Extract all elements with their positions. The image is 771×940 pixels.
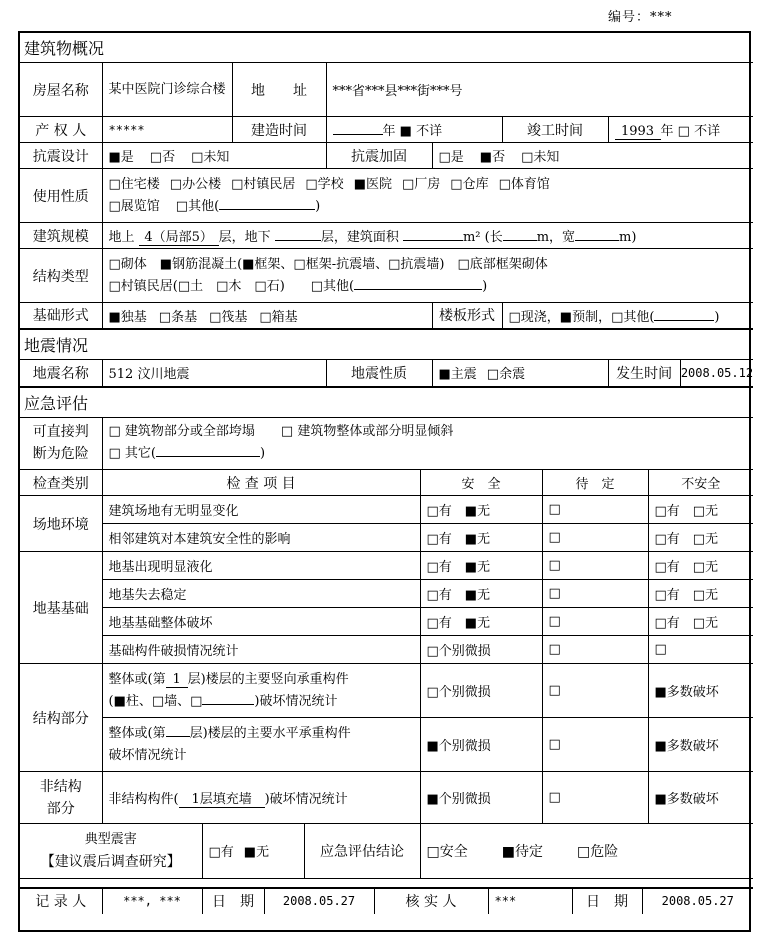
slab-other-blank <box>654 320 714 321</box>
quake-name-label: 地震名称 <box>20 359 102 387</box>
struct-row1-blank <box>202 704 254 705</box>
overview-table <box>20 33 753 418</box>
quake-section-title: 地震情况 <box>20 329 753 360</box>
struct-row1-text-d: )破坏情况统计 <box>254 693 338 709</box>
header-category: 检查类别 <box>20 470 102 496</box>
struct-row1-text-b: 层)楼层的主要竖向承重构件 <box>187 671 349 687</box>
seismic-design-options <box>102 143 326 169</box>
scale-above-unit: 层，地下 <box>218 229 271 245</box>
unsafe-cell: □有 □无 <box>648 552 753 580</box>
seismic-option: □否 <box>149 150 176 165</box>
safe-cell: ■个别微损 <box>420 772 542 824</box>
typical-damage-line1: 典型震害 <box>84 831 137 847</box>
check-item: 基础构件破损情况统计 <box>102 636 420 664</box>
category-foundation: 地基基础 <box>20 552 102 664</box>
usage-options <box>102 169 753 223</box>
typical-damage-option: ■无 <box>243 845 270 861</box>
foundation-label: 基础形式 <box>20 303 102 329</box>
completed-year-unit: 年 <box>660 123 674 139</box>
slab-options <box>502 303 753 329</box>
struct-row1-text-a: 整体或(第 <box>108 671 166 687</box>
usage-option: □学校 <box>305 176 344 192</box>
structure-type-line2: □村镇民居(□土 □木 □石) □其他( <box>108 278 355 294</box>
scale-length <box>503 240 537 241</box>
typical-damage-line2: 【建议震后调查研究】 <box>40 853 181 870</box>
quake-time-cell <box>608 359 753 387</box>
pending-cell: □ <box>542 524 648 552</box>
completed-unknown-text: 不详 <box>694 123 721 139</box>
direct-danger-option: □ 建筑物整体或部分明显倾斜 <box>280 424 454 440</box>
unsafe-cell: □ <box>648 636 753 664</box>
struct-row2-floor <box>166 736 190 737</box>
owner-value: ***** <box>102 117 232 143</box>
pending-cell: □ <box>542 608 648 636</box>
safe-cell: ■个别微损 <box>420 718 542 772</box>
foundation-option: □箱基 <box>259 309 298 325</box>
assessment-table <box>20 418 753 825</box>
structure-other-blank <box>354 289 482 290</box>
header-pending: 待 定 <box>542 470 648 496</box>
direct-danger-label <box>20 418 102 470</box>
structure-other-close: ) <box>482 278 488 294</box>
conclusion-option: ■待定 <box>501 843 543 860</box>
pending-cell: □ <box>542 636 648 664</box>
scale-length-unit: m，宽 <box>536 229 576 245</box>
nonstruct-text-a: 非结构构件( <box>108 791 179 807</box>
pending-cell: □ <box>542 580 648 608</box>
structure-type-label: 结构类型 <box>20 249 102 303</box>
usage-option: □住宅楼 <box>108 176 160 192</box>
unsafe-cell: □有 □无 <box>648 580 753 608</box>
struct-row1-text-c: (■柱、□墙、□ <box>108 693 203 709</box>
built-time-value <box>326 117 502 143</box>
completed-unknown-box: □ <box>677 123 690 139</box>
header-item: 检 查 项 目 <box>102 470 420 496</box>
nonstruct-label-line2: 部分 <box>46 800 75 817</box>
scale-area-unit: m² (长 <box>462 229 503 245</box>
built-unknown-box: ■ <box>399 124 412 139</box>
unsafe-cell: □有 □无 <box>648 524 753 552</box>
usage-option: ■医院 <box>353 176 392 192</box>
structure-vertical-item <box>102 664 420 718</box>
slab-close: ) <box>714 309 720 325</box>
safe-cell: □有 ■无 <box>420 552 542 580</box>
usage-option: □村镇民居 <box>231 176 296 192</box>
address-label: 地 址 <box>232 63 326 117</box>
struct-row1-floor: 1 <box>166 673 188 688</box>
usage-option: □办公楼 <box>169 176 222 192</box>
name-label: 房屋名称 <box>20 63 102 117</box>
struct-row2-text-b: 层)楼层的主要水平承重构件 <box>189 725 351 741</box>
usage-other-open: □其他( <box>175 198 220 214</box>
usage-option: □厂房 <box>401 176 441 192</box>
direct-danger-other: □ 其它( <box>108 446 156 462</box>
assessment-form <box>18 31 754 932</box>
check-item: 地基基础整体破坏 <box>102 608 420 636</box>
foundation-option: ■独基 <box>108 309 147 325</box>
quake-nature-options <box>432 359 608 387</box>
direct-danger-label-line2: 断为危险 <box>32 446 89 463</box>
record-date-value: 2008.05.27 <box>264 888 374 914</box>
built-year-blank <box>333 134 383 135</box>
completed-year: 1993 <box>615 125 661 140</box>
conclusion-option: □安全 <box>426 843 468 860</box>
built-year-unit: 年 <box>382 124 396 139</box>
structure-horizontal-item <box>102 718 420 772</box>
conclusion-option: □危险 <box>576 843 619 860</box>
check-item: 地基失去稳定 <box>102 580 420 608</box>
scale-below-floors <box>275 240 321 241</box>
header-unsafe: 不安全 <box>648 470 753 496</box>
usage-other-blank <box>219 209 315 210</box>
unsafe-cell: □有 □无 <box>648 496 753 524</box>
usage-option: □体育馆 <box>498 176 550 192</box>
serial-number: 编号：*** <box>608 10 673 25</box>
scale-below-unit: 层，建筑面积 <box>320 229 399 245</box>
scale-label: 建筑规模 <box>20 223 102 249</box>
built-unknown-text: 不详 <box>416 124 443 139</box>
conclusion-options <box>420 824 753 878</box>
check-item: 相邻建筑对本建筑安全性的影响 <box>102 524 420 552</box>
safe-cell: □有 ■无 <box>420 608 542 636</box>
usage-option: □仓库 <box>450 176 489 192</box>
foundation-option: □筏基 <box>209 309 248 325</box>
built-time-label: 建造时间 <box>232 117 326 143</box>
slab-label: 楼板形式 <box>432 303 502 329</box>
seismic-option: □未知 <box>191 150 230 165</box>
unsafe-cell: ■多数破坏 <box>648 664 753 718</box>
pending-cell: □ <box>542 664 648 718</box>
safe-cell: □有 ■无 <box>420 580 542 608</box>
safe-cell: □有 ■无 <box>420 496 542 524</box>
direct-danger-other-close: ) <box>260 446 266 462</box>
pending-cell: □ <box>542 718 648 772</box>
usage-label: 使用性质 <box>20 169 102 223</box>
completed-time-label: 竣工时间 <box>502 117 608 143</box>
safe-cell: □有 ■无 <box>420 524 542 552</box>
structure-type-line1: □砌体 ■钢筋混凝土(■框架、□框架-抗震墙、□抗震墙) □底部框架砌体 <box>108 256 548 272</box>
verify-date-value: 2008.05.27 <box>642 888 753 914</box>
direct-danger-other-blank <box>156 456 260 457</box>
retrofit-option: □是 <box>438 150 464 165</box>
nonstruct-component: 1层填充墙 <box>179 793 265 808</box>
check-item: 建筑场地有无明显变化 <box>102 496 420 524</box>
scale-above-text: 地上 <box>108 229 135 245</box>
pending-cell: □ <box>542 496 648 524</box>
usage-other-close: ) <box>315 198 321 214</box>
quake-nature-label: 地震性质 <box>326 359 432 387</box>
verifier-label: 核 实 人 <box>374 888 488 914</box>
retrofit-option: ■否 <box>479 150 506 165</box>
conclusion-table <box>20 824 753 879</box>
nonstructure-item <box>102 772 420 824</box>
slab-text: □现浇，■预制，□其他( <box>508 309 655 325</box>
seismic-design-label: 抗震设计 <box>20 143 102 169</box>
completed-time-value <box>608 117 753 143</box>
scale-area <box>403 240 463 241</box>
typical-damage-label <box>20 824 202 878</box>
quake-time-label: 发生时间 <box>609 360 681 386</box>
struct-row2-text-c: 破坏情况统计 <box>108 747 187 763</box>
quake-nature-option: ■主震 <box>438 367 477 382</box>
scale-value <box>102 223 753 249</box>
quake-time-value: 2008.05.12 <box>680 365 754 380</box>
pending-cell: □ <box>542 552 648 580</box>
date-label: 日 期 <box>572 888 642 914</box>
verifier-value: *** <box>488 888 572 914</box>
owner-label: 产 权 人 <box>20 117 102 143</box>
nonstruct-text-b: )破坏情况统计 <box>264 791 348 807</box>
category-site: 场地环境 <box>20 496 102 552</box>
category-nonstructure <box>20 772 102 824</box>
scale-width <box>575 240 619 241</box>
unsafe-cell: □有 □无 <box>648 608 753 636</box>
usage-option: □展览馆 <box>108 198 160 214</box>
struct-row2-text-a: 整体或(第 <box>108 725 166 741</box>
retrofit-label: 抗震加固 <box>326 143 432 169</box>
conclusion-label: 应急评估结论 <box>304 824 420 878</box>
safe-cell: □个别微损 <box>420 664 542 718</box>
name-value: 某中医院门诊综合楼 <box>102 63 232 117</box>
recorder-label: 记 录 人 <box>20 888 102 914</box>
pending-cell: □ <box>542 772 648 824</box>
nonstruct-label-line1: 非结构 <box>39 778 82 795</box>
category-structure: 结构部分 <box>20 664 102 772</box>
overview-section-title: 建筑物概况 <box>20 33 753 63</box>
foundation-options <box>102 303 432 329</box>
foundation-option: □条基 <box>158 309 198 325</box>
recorder-value: ***, *** <box>102 888 202 914</box>
direct-danger-options <box>102 418 753 470</box>
typical-damage-options <box>202 824 304 878</box>
date-label: 日 期 <box>202 888 264 914</box>
unsafe-cell: ■多数破坏 <box>648 772 753 824</box>
safe-cell: □个别微损 <box>420 636 542 664</box>
scale-width-unit: m) <box>619 229 637 245</box>
typical-damage-option: □有 <box>208 845 234 861</box>
retrofit-options <box>432 143 753 169</box>
quake-name-value: 512 汶川地震 <box>102 359 326 387</box>
scale-above-floors: 4（局部5） <box>139 231 219 246</box>
address-value: ***省***县***街***号 <box>326 63 753 117</box>
header-safe: 安 全 <box>420 470 542 496</box>
quake-nature-option: □余震 <box>486 367 526 382</box>
check-item: 地基出现明显液化 <box>102 552 420 580</box>
direct-danger-option: □ 建筑物部分或全部垮塌 <box>108 424 255 440</box>
signature-table <box>20 887 753 914</box>
assessment-section-title: 应急评估 <box>20 387 753 418</box>
direct-danger-label-line1: 可直接判 <box>32 424 89 441</box>
structure-type-options <box>102 249 753 303</box>
seismic-option: ■是 <box>108 150 134 165</box>
retrofit-option: □未知 <box>521 150 560 165</box>
unsafe-cell: ■多数破坏 <box>648 718 753 772</box>
